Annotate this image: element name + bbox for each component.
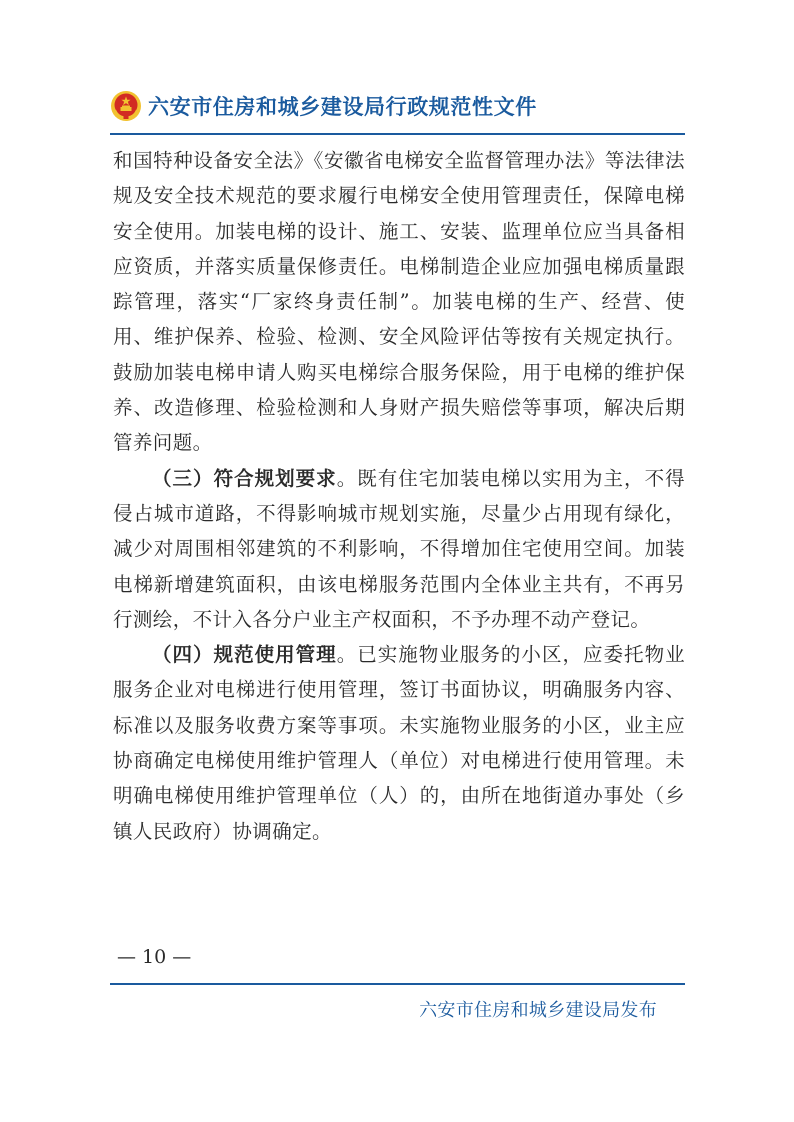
body-paragraph-3 <box>113 637 685 849</box>
header-title: 六安市住房和城乡建设局行政规范性文件 <box>148 95 537 119</box>
document-body <box>113 143 685 849</box>
footer-divider <box>110 983 685 985</box>
header-divider <box>110 133 685 135</box>
page-number: — 10 — <box>117 946 192 968</box>
footer-publisher: 六安市住房和城乡建设局发布 <box>419 1000 657 1021</box>
body-paragraph-2 <box>113 461 685 637</box>
document-header <box>110 88 685 128</box>
body-paragraph-1: 和国特种设备安全法》《安徽省电梯安全监督管理办法》等法律法规及安全技术规范的要求履行电梯安全使用管理责任，保障电梯安全使用。加装电梯的设计、施工、安装、监理单位应当具备相应资质，并落实质量保修责任。电梯制造企业应加强电梯质量跟踪管理，落实“厂家终身责任制”。加装电梯的生产、经营、使用、维护保养、检验、检测、安全风险评估等按有关规定执行。鼓励加装电梯申请人购买电梯综合服务保险，用于电梯的维护保养、改造修理、检验检测和人身财产损失赔偿等事项，解决后期管养问题。 <box>113 149 685 455</box>
section-text-4: 。已实施物业服务的小区，应委托物业服务企业对电梯进行使用管理，签订书面协议，明确服务内容、标准以及服务收费方案等事项。未实施物业服务的小区，业主应协商确定电梯使用维护管理人（单位）对电梯进行使用管理。未明确电梯使用维护管理单位（人）的，由所在地街道办事处（乡镇人民政府）协调确定。 <box>113 643 685 843</box>
section-text-3: 。既有住宅加装电梯以实用为主，不得侵占城市道路，不得影响城市规划实施，尽量少占用现有绿化，减少对周围相邻建筑的不利影响，不得增加住宅使用空间。加装电梯新增建筑面积，由该电梯服务范围内全体业主共有，不再另行测绘，不计入各分户业主产权面积，不予办理不动产登记。 <box>113 466 685 631</box>
section-heading-3: （三）符合规划要求 <box>152 466 337 490</box>
section-heading-4: （四）规范使用管理 <box>152 643 337 667</box>
national-emblem-icon <box>110 90 142 122</box>
